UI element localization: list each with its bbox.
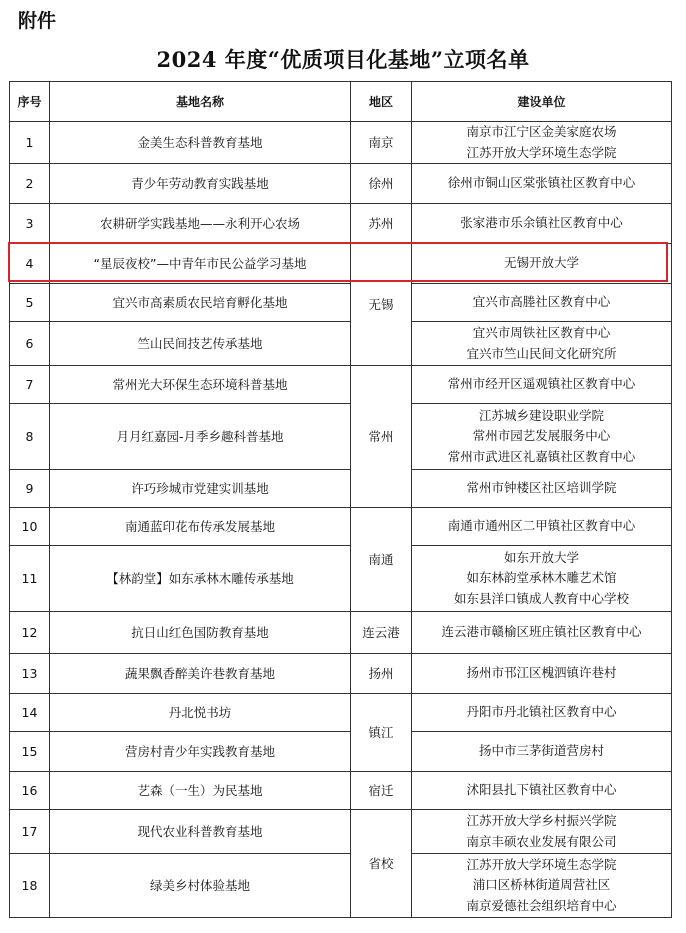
table-row xyxy=(10,772,672,810)
row-unit xyxy=(412,404,672,470)
row-region: 无锡 xyxy=(351,244,412,366)
row-no: 8 xyxy=(10,404,50,470)
page-title: 2024 年度“优质项目化基地”立项名单 xyxy=(156,47,530,72)
row-unit xyxy=(412,612,672,654)
table-row xyxy=(10,854,672,918)
row-unit xyxy=(412,164,672,204)
header-name: 基地名称 xyxy=(50,82,351,122)
row-name: 青少年劳动教育实践基地 xyxy=(50,164,351,204)
unit-line: 无锡开放大学 xyxy=(503,255,579,271)
unit-line: 南京市江宁区金美家庭农场 xyxy=(466,124,617,139)
row-name: “星辰夜校”—中青年市民公益学习基地 xyxy=(50,244,351,284)
row-no: 11 xyxy=(10,546,50,612)
table-row xyxy=(10,164,672,204)
row-region: 宿迁 xyxy=(351,772,412,810)
row-unit xyxy=(412,508,672,546)
table-row xyxy=(10,470,672,508)
row-no: 15 xyxy=(10,732,50,772)
row-unit xyxy=(412,244,672,284)
unit-line: 扬州市邗江区槐泗镇许巷村 xyxy=(466,665,617,681)
table-row xyxy=(10,122,672,164)
table-row xyxy=(10,694,672,732)
row-name: 绿美乡村体验基地 xyxy=(50,854,351,918)
row-no: 10 xyxy=(10,508,50,546)
row-no: 9 xyxy=(10,470,50,508)
unit-line: 江苏开放大学环境生态学院 xyxy=(466,144,617,160)
unit-line: 常州市钟楼区社区培训学院 xyxy=(466,480,617,496)
table-row xyxy=(10,546,672,612)
row-no: 14 xyxy=(10,694,50,732)
row-region: 南京 xyxy=(351,122,412,164)
row-no: 4 xyxy=(10,244,50,284)
unit-line: 如东开放大学 xyxy=(503,549,579,565)
row-region: 连云港 xyxy=(351,612,412,654)
row-region: 南通 xyxy=(351,508,412,612)
row-name: 竺山民间技艺传承基地 xyxy=(50,322,351,366)
unit-line: 宜兴市竺山民间文化研究所 xyxy=(466,345,617,361)
row-name: 丹北悦书坊 xyxy=(50,694,351,732)
row-region: 徐州 xyxy=(351,164,412,204)
unit-line: 宜兴市周铁社区教育中心 xyxy=(472,325,611,340)
row-unit xyxy=(412,546,672,612)
row-unit xyxy=(412,366,672,404)
row-unit xyxy=(412,322,672,366)
unit-line: 江苏开放大学乡村振兴学院 xyxy=(466,813,617,828)
unit-line: 常州市武进区礼嘉镇社区教育中心 xyxy=(447,448,636,464)
row-no: 16 xyxy=(10,772,50,810)
row-name: 艺森（一生）为民基地 xyxy=(50,772,351,810)
row-no: 6 xyxy=(10,322,50,366)
row-no: 13 xyxy=(10,654,50,694)
row-no: 2 xyxy=(10,164,50,204)
unit-line: 江苏开放大学环境生态学院 xyxy=(466,856,617,872)
row-no: 17 xyxy=(10,810,50,854)
row-unit xyxy=(412,654,672,694)
header-no: 序号 xyxy=(10,82,50,122)
table-row-highlighted xyxy=(10,244,672,284)
table-header-row xyxy=(10,82,672,122)
unit-line: 常州市园艺发展服务中心 xyxy=(472,428,611,444)
unit-line: 如东县洋口镇成人教育中心学校 xyxy=(453,590,629,606)
unit-line: 如东林韵堂承林木雕艺术馆 xyxy=(466,570,617,586)
unit-line: 江苏城乡建设职业学院 xyxy=(478,407,604,423)
row-name: 抗日山红色国防教育基地 xyxy=(50,612,351,654)
header-region: 地区 xyxy=(351,82,412,122)
row-name: 现代农业科普教育基地 xyxy=(50,810,351,854)
header-unit: 建设单位 xyxy=(412,82,672,122)
row-name: 营房村青少年实践教育基地 xyxy=(50,732,351,772)
row-region: 扬州 xyxy=(351,654,412,694)
table-row xyxy=(10,508,672,546)
table-row xyxy=(10,612,672,654)
table-row xyxy=(10,322,672,366)
table-row xyxy=(10,204,672,244)
unit-line: 连云港市赣榆区班庄镇社区教育中心 xyxy=(441,624,642,640)
row-unit xyxy=(412,470,672,508)
unit-line: 南京丰硕农业发展有限公司 xyxy=(466,833,617,849)
unit-line: 沭阳县扎下镇社区教育中心 xyxy=(466,782,617,798)
row-region: 镇江 xyxy=(351,694,412,772)
row-no: 5 xyxy=(10,284,50,322)
row-region: 省校 xyxy=(351,810,412,918)
attachment-label: 附件 xyxy=(18,10,57,32)
row-unit xyxy=(412,810,672,854)
table-row xyxy=(10,366,672,404)
unit-line: 扬中市三茅街道营房村 xyxy=(478,743,604,759)
row-no: 3 xyxy=(10,204,50,244)
row-unit xyxy=(412,854,672,918)
row-region: 常州 xyxy=(351,366,412,508)
project-base-table xyxy=(9,81,672,918)
table-row xyxy=(10,810,672,854)
unit-line: 常州市经开区遥观镇社区教育中心 xyxy=(447,376,636,392)
row-name: 月月红嘉园-月季乡趣科普基地 xyxy=(50,404,351,470)
row-unit xyxy=(412,772,672,810)
row-name: 【林韵堂】如东承林木雕传承基地 xyxy=(50,546,351,612)
row-unit xyxy=(412,204,672,244)
unit-line: 徐州市铜山区棠张镇社区教育中心 xyxy=(447,175,636,191)
row-name: 金美生态科普教育基地 xyxy=(50,122,351,164)
row-name: 许巧珍城市党建实训基地 xyxy=(50,470,351,508)
table-row xyxy=(10,404,672,470)
unit-line: 浦口区桥林街道周营社区 xyxy=(472,877,611,893)
row-name: 农耕研学实践基地——永利开心农场 xyxy=(50,204,351,244)
row-unit xyxy=(412,732,672,772)
row-unit xyxy=(412,284,672,322)
row-region: 苏州 xyxy=(351,204,412,244)
unit-line: 南京爱德社会组织培育中心 xyxy=(466,897,617,913)
unit-line: 丹阳市丹北镇社区教育中心 xyxy=(466,704,617,720)
row-name: 南通蓝印花布传承发展基地 xyxy=(50,508,351,546)
row-no: 1 xyxy=(10,122,50,164)
row-no: 7 xyxy=(10,366,50,404)
row-no: 12 xyxy=(10,612,50,654)
unit-line: 南通市通州区二甲镇社区教育中心 xyxy=(447,518,636,534)
row-unit xyxy=(412,694,672,732)
row-name: 常州光大环保生态环境科普基地 xyxy=(50,366,351,404)
row-unit xyxy=(412,122,672,164)
row-name: 蔬果飘香醉美许巷教育基地 xyxy=(50,654,351,694)
table-row xyxy=(10,284,672,322)
table-row xyxy=(10,654,672,694)
row-no: 18 xyxy=(10,854,50,918)
row-name: 宜兴市高素质农民培育孵化基地 xyxy=(50,284,351,322)
unit-line: 宜兴市高塍社区教育中心 xyxy=(472,294,611,310)
unit-line: 张家港市乐余镇社区教育中心 xyxy=(460,215,623,231)
table-row xyxy=(10,732,672,772)
